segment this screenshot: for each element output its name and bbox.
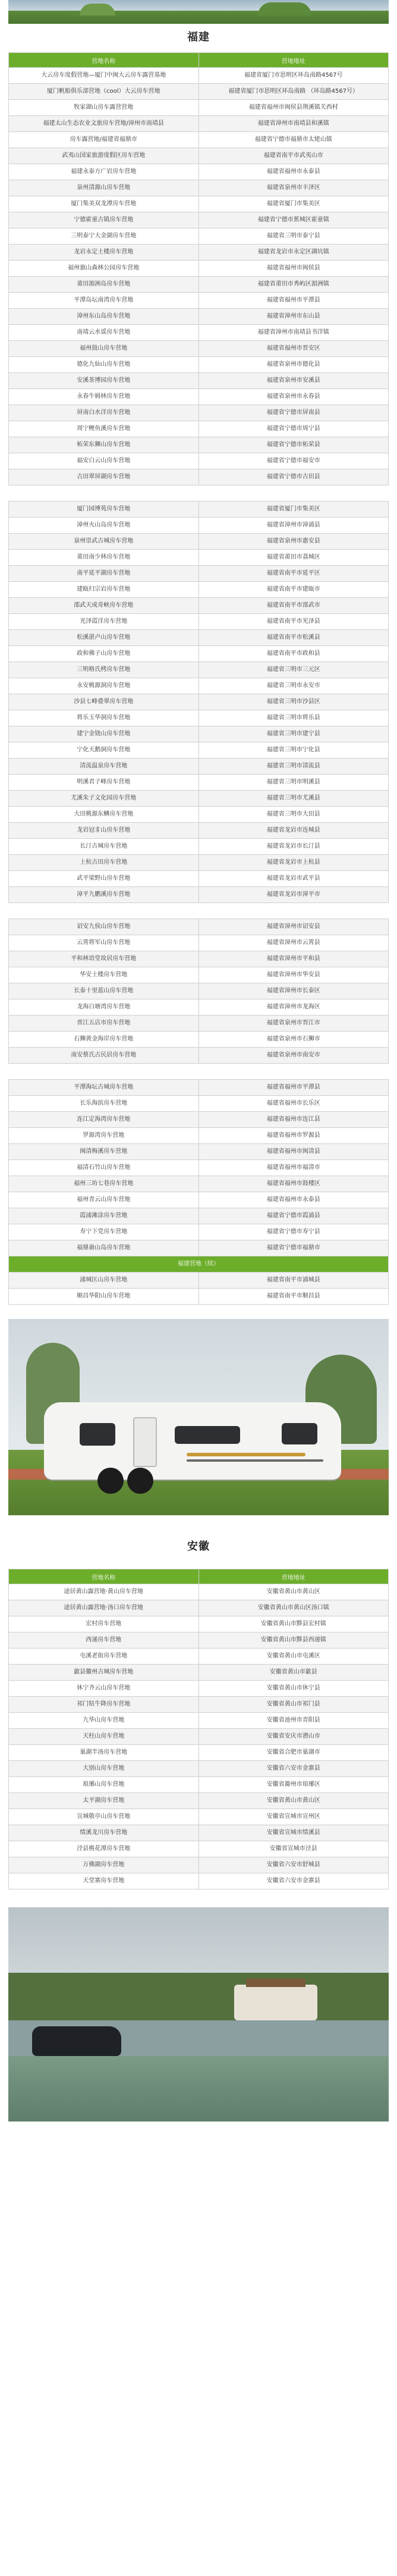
campsite-address: 福建省宁德市霞浦县 — [198, 1208, 389, 1224]
campsite-name: 休宁齐云山房车营地 — [9, 1681, 199, 1697]
campsite-address: 福建省三明市清流县 — [198, 759, 389, 775]
campsite-address: 福建省南平市浦城县 — [198, 1273, 389, 1289]
campsite-address: 福建省三明市将乐县 — [198, 710, 389, 726]
table-row — [9, 1600, 389, 1616]
table-row — [9, 1016, 389, 1032]
table-row — [9, 1273, 389, 1289]
campsite-name: 九华山房车营地 — [9, 1713, 199, 1729]
table-row — [9, 1080, 389, 1096]
table-row — [9, 823, 389, 839]
campsite-name: 福州青云山房车营地 — [9, 1192, 199, 1208]
table-spacer — [9, 485, 389, 502]
table-row — [9, 1176, 389, 1192]
campsite-name: 万佛湖房车营地 — [9, 1857, 199, 1873]
table-subheader — [9, 1256, 389, 1273]
table-row — [9, 1160, 389, 1176]
campsite-name: 福安白云山房车营地 — [9, 453, 199, 469]
campsite-address: 安徽省六安市金寨县 — [198, 1873, 389, 1889]
campsite-name: 平潭海坛古城房车营地 — [9, 1080, 199, 1096]
campsite-address: 福建省三明市明溪县 — [198, 775, 389, 791]
table-row — [9, 261, 389, 277]
table-row — [9, 1761, 389, 1777]
campsite-address: 福建省三明市建宁县 — [198, 726, 389, 742]
campsite-address: 福建省漳州市东山县 — [198, 309, 389, 325]
campsite-name: 周宁鲤鱼溪房车营地 — [9, 421, 199, 437]
campsite-name: 平和林语堂故居房车营地 — [9, 951, 199, 967]
table-row — [9, 614, 389, 630]
section-title-fujian: 福建 — [187, 31, 210, 43]
campsite-address: 福建省厦门市思明区环岛南路4567号 — [198, 68, 389, 84]
campsite-address: 福建省宁德市屏南县 — [198, 405, 389, 421]
campsite-address: 安徽省黄山市歙县 — [198, 1665, 389, 1681]
campsite-address: 安徽省滁州市琅琊区 — [198, 1777, 389, 1793]
campsite-name: 永安桃源洞房车营地 — [9, 678, 199, 694]
campsite-address: 福建省三明市宁化县 — [198, 742, 389, 759]
table-row — [9, 1809, 389, 1825]
table-row — [9, 164, 389, 180]
table-row — [9, 983, 389, 999]
campsite-name: 寿宁下党房车营地 — [9, 1224, 199, 1240]
campsite-address: 福建省泉州市晋江市 — [198, 1016, 389, 1032]
campsite-address: 福建省三明市三元区 — [198, 662, 389, 678]
table-row — [9, 1096, 389, 1112]
table-row — [9, 935, 389, 951]
campsite-name: 三明格氏栲房车营地 — [9, 662, 199, 678]
table-row — [9, 437, 389, 453]
table-row — [9, 1208, 389, 1224]
table-spacer — [9, 1064, 389, 1080]
campsite-name: 浦城匡山房车营地 — [9, 1273, 199, 1289]
table-row — [9, 999, 389, 1016]
campsite-name: 宏村房车营地 — [9, 1616, 199, 1632]
campsite-name: 泉州崇武古城房车营地 — [9, 534, 199, 550]
campsite-address: 福建省泉州市德化县 — [198, 357, 389, 373]
table-row — [9, 1048, 389, 1064]
table-row — [9, 1584, 389, 1600]
table-row — [9, 309, 389, 325]
table-row — [9, 84, 389, 100]
campsite-address: 安徽省宣城市绩溪县 — [198, 1825, 389, 1841]
campsite-address: 福建省宁德市寿宁县 — [198, 1224, 389, 1240]
table-row — [9, 116, 389, 132]
campsite-name: 福建永泰方广岩房车营地 — [9, 164, 199, 180]
table-row — [9, 1289, 389, 1305]
campsite-name: 漳州东山岛房车营地 — [9, 309, 199, 325]
campsite-name: 祁门牯牛降房车营地 — [9, 1697, 199, 1713]
campsite-address: 福建省福州市平潭县 — [198, 1080, 389, 1096]
campsite-name: 莆田南少林房车营地 — [9, 550, 199, 566]
table-row — [9, 550, 389, 566]
campsite-address: 福建省三明市沙县区 — [198, 694, 389, 710]
campsite-address: 福建省龙岩市长汀县 — [198, 839, 389, 855]
campsite-address: 安徽省六安市金寨县 — [198, 1761, 389, 1777]
table-row — [9, 662, 389, 678]
campsite-name: 厦门帆船俱乐部营地（cool）大云房车营地 — [9, 84, 199, 100]
campsite-name: 南平延平湖房车营地 — [9, 566, 199, 582]
campsite-name: 大别山房车营地 — [9, 1761, 199, 1777]
campsite-address: 福建省漳州市漳浦县 — [198, 518, 389, 534]
campsite-name: 西递房车营地 — [9, 1632, 199, 1649]
campsite-address: 福建省南平市建瓯市 — [198, 582, 389, 598]
campsite-address: 福建省龙岩市上杭县 — [198, 855, 389, 871]
table-row — [9, 389, 389, 405]
campsite-address: 福建省宁德市柘荣县 — [198, 437, 389, 453]
table-row — [9, 1665, 389, 1681]
campsite-address: 安徽省安庆市潜山市 — [198, 1729, 389, 1745]
campsite-address: 安徽省黄山市黄山区 — [198, 1793, 389, 1809]
campsite-name: 厦门集美双龙潭房车营地 — [9, 196, 199, 212]
table-row — [9, 678, 389, 694]
table-row — [9, 453, 389, 469]
campsite-name: 清流温泉房车营地 — [9, 759, 199, 775]
table-row — [9, 887, 389, 903]
table-row — [9, 341, 389, 357]
campsite-name: 琅琊山房车营地 — [9, 1777, 199, 1793]
table-row — [9, 1224, 389, 1240]
table-row — [9, 1681, 389, 1697]
campsite-address: 福建省泉州市南安市 — [198, 1048, 389, 1064]
campsite-name: 途居黄山露营地·汤口房车营地 — [9, 1600, 199, 1616]
campsite-name: 宁德霍童古镇房车营地 — [9, 212, 199, 228]
campsite-name: 天堂寨房车营地 — [9, 1873, 199, 1889]
table-row — [9, 1632, 389, 1649]
table-row — [9, 1745, 389, 1761]
table-row — [9, 710, 389, 726]
table-row — [9, 759, 389, 775]
table-row — [9, 148, 389, 164]
table-row — [9, 1825, 389, 1841]
table-row — [9, 807, 389, 823]
campsite-address: 福建省泉州市永春县 — [198, 389, 389, 405]
table-row — [9, 180, 389, 196]
campsite-name: 长汀古城房车营地 — [9, 839, 199, 855]
table-row — [9, 469, 389, 485]
campsite-name: 明溪君子峰房车营地 — [9, 775, 199, 791]
campsite-name: 三明泰宁大金湖房车营地 — [9, 228, 199, 245]
campsite-address: 福建省南平市松溪县 — [198, 630, 389, 646]
campsite-address: 福建省莆田市荔城区 — [198, 550, 389, 566]
table-row — [9, 100, 389, 116]
table-row — [9, 630, 389, 646]
campsite-address: 福建省福州市鼓楼区 — [198, 1176, 389, 1192]
campsite-address: 福建省福州市连江县 — [198, 1112, 389, 1128]
table-row — [9, 951, 389, 967]
table-row — [9, 566, 389, 582]
table-row — [9, 775, 389, 791]
campsite-name: 政和佛子山房车营地 — [9, 646, 199, 662]
campsite-name: 武夷山国家旅游度假区房车营地 — [9, 148, 199, 164]
table-row — [9, 1697, 389, 1713]
table-row — [9, 967, 389, 983]
campsite-address: 福建省漳州市华安县 — [198, 967, 389, 983]
table-row — [9, 68, 389, 84]
column-header-address: 营地地址 — [198, 53, 389, 68]
campsite-address: 福建省泉州市安溪县 — [198, 373, 389, 389]
table-row — [9, 1857, 389, 1873]
campsite-address: 福建省厦门市思明区环岛南路 （环岛路4567号） — [198, 84, 389, 100]
table-row — [9, 1032, 389, 1048]
campsite-name: 大田桃源东鳞房车营地 — [9, 807, 199, 823]
campsite-address: 福建省南平市顺昌县 — [198, 1289, 389, 1305]
campsite-name: 绩溪龙川房车营地 — [9, 1825, 199, 1841]
campsite-name: 古田翠屏湖房车营地 — [9, 469, 199, 485]
campsite-address: 安徽省黄山市黟县宏村镇 — [198, 1616, 389, 1632]
table-row — [9, 791, 389, 807]
campsite-address: 福建省厦门市集美区 — [198, 196, 389, 212]
table-row — [9, 694, 389, 710]
table-row — [9, 518, 389, 534]
campsite-address: 福建省泉州市丰泽区 — [198, 180, 389, 196]
campsite-address: 福建省莆田市秀屿区湄洲镇 — [198, 277, 389, 293]
table-row — [9, 325, 389, 341]
campsite-address: 福建省福州市长乐区 — [198, 1096, 389, 1112]
table-row — [9, 534, 389, 550]
campsite-name: 福鼎嵛山岛房车营地 — [9, 1240, 199, 1256]
campsite-address: 福建省泉州市石狮市 — [198, 1032, 389, 1048]
campsite-name: 云霄将军山房车营地 — [9, 935, 199, 951]
column-header-address: 营地地址 — [198, 1569, 389, 1584]
table-row — [9, 1649, 389, 1665]
campsite-name: 泉州清源山房车营地 — [9, 180, 199, 196]
campsite-name: 尤溪朱子文化园房车营地 — [9, 791, 199, 807]
table-row — [9, 245, 389, 261]
campsite-name: 顺昌华阳山房车营地 — [9, 1289, 199, 1305]
campsite-name: 建宁金铙山房车营地 — [9, 726, 199, 742]
campsite-name: 诏安九侯山房车营地 — [9, 919, 199, 935]
campsite-name: 德化九仙山房车营地 — [9, 357, 199, 373]
campsite-name: 建瓯归宗岩房车营地 — [9, 582, 199, 598]
campsite-address: 福建省福州市永泰县 — [198, 1192, 389, 1208]
campsite-name: 龙岩永定土楼房车营地 — [9, 245, 199, 261]
campsite-name: 途居黄山露营地·黄山房车营地 — [9, 1584, 199, 1600]
campsite-address: 福建省三明市永安市 — [198, 678, 389, 694]
campsite-name: 将乐玉华洞房车营地 — [9, 710, 199, 726]
campsite-name: 房车露营地/福建省福鼎市 — [9, 132, 199, 148]
campsite-name: 福州三坊七巷房车营地 — [9, 1176, 199, 1192]
table-row — [9, 277, 389, 293]
campsite-name: 松溪湛卢山房车营地 — [9, 630, 199, 646]
campsite-address: 福建省三明市大田县 — [198, 807, 389, 823]
table-row — [9, 742, 389, 759]
campsite-address: 福建省漳州市长泰区 — [198, 983, 389, 999]
campsite-name: 牧家湖山房车露营营地 — [9, 100, 199, 116]
campsite-name: 泾县桃花潭房车营地 — [9, 1841, 199, 1857]
campsite-name: 邵武天成奇峡房车营地 — [9, 598, 199, 614]
campsite-address: 安徽省宣城市宣州区 — [198, 1809, 389, 1825]
campsite-address: 安徽省黄山市休宁县 — [198, 1681, 389, 1697]
column-header-name: 营地名称 — [9, 53, 199, 68]
campsite-name: 福州鼓山房车营地 — [9, 341, 199, 357]
campsite-address: 福建省福州市晋安区 — [198, 341, 389, 357]
campsite-name: 连江定海湾房车营地 — [9, 1112, 199, 1128]
campsite-name: 宁化天鹅洞房车营地 — [9, 742, 199, 759]
table-row — [9, 726, 389, 742]
campsite-address: 安徽省池州市青阳县 — [198, 1713, 389, 1729]
table-row — [9, 1729, 389, 1745]
campsite-name: 武平梁野山房车营地 — [9, 871, 199, 887]
table-row — [9, 598, 389, 614]
table-row — [9, 839, 389, 855]
campsite-name: 歙县徽州古城房车营地 — [9, 1665, 199, 1681]
table-row — [9, 357, 389, 373]
campsite-address: 福建省福州市永泰县 — [198, 164, 389, 180]
column-header-name: 营地名称 — [9, 1569, 199, 1584]
table-row — [9, 293, 389, 309]
campsite-address: 安徽省宣城市泾县 — [198, 1841, 389, 1857]
campsite-name: 霞浦滩涂房车营地 — [9, 1208, 199, 1224]
campsite-address: 福建省宁德市福安市 — [198, 453, 389, 469]
campsite-address: 福建省龙岩市连城县 — [198, 823, 389, 839]
campsite-name: 龙海白塘湾房车营地 — [9, 999, 199, 1016]
table-row — [9, 196, 389, 212]
campsite-name: 闽清梅溪房车营地 — [9, 1144, 199, 1160]
campsite-address: 福建省宁德市福鼎市太姥山镇 — [198, 132, 389, 148]
campsite-address: 福建省龙岩市永定区湖坑镇 — [198, 245, 389, 261]
campsite-name: 长泰十里蓝山房车营地 — [9, 983, 199, 999]
campsite-address: 福建省福州市闽侯县 — [198, 261, 389, 277]
campsite-address: 福建省三明市泰宁县 — [198, 228, 389, 245]
campsite-name: 屯溪老街房车营地 — [9, 1649, 199, 1665]
table-row — [9, 212, 389, 228]
table-subheader-label: 福建营地（续） — [9, 1256, 389, 1273]
campsite-address: 福建省漳州市龙海区 — [198, 999, 389, 1016]
bottom-campsite-image — [8, 1907, 389, 2121]
table-spacer — [9, 903, 389, 919]
campsite-name: 天柱山房车营地 — [9, 1729, 199, 1745]
campsite-name: 长乐海滨房车营地 — [9, 1096, 199, 1112]
table-row — [9, 871, 389, 887]
table-row — [9, 582, 389, 598]
campsite-name: 上杭古田房车营地 — [9, 855, 199, 871]
campsite-address: 福建省宁德市福鼎市 — [198, 1240, 389, 1256]
campsite-name: 南安蔡氏古民居房车营地 — [9, 1048, 199, 1064]
table-row — [9, 132, 389, 148]
campsite-address: 福建省龙岩市武平县 — [198, 871, 389, 887]
rv-trailer-image — [8, 1319, 389, 1515]
section-title-anhui: 安徽 — [187, 1540, 210, 1553]
campsite-name: 福建太山生态农业文旅房车营地/漳州市南靖县 — [9, 116, 199, 132]
table-row — [9, 1793, 389, 1809]
campsite-name: 石狮黄金海岸房车营地 — [9, 1032, 199, 1048]
campsite-address: 福建省南平市光泽县 — [198, 614, 389, 630]
table-row — [9, 502, 389, 518]
campsite-name: 晋江五店市房车营地 — [9, 1016, 199, 1032]
campsite-name: 沙县七峰叠翠房车营地 — [9, 694, 199, 710]
campsite-name: 光泽霞洋房车营地 — [9, 614, 199, 630]
campsite-address: 福建省宁德市周宁县 — [198, 421, 389, 437]
table-row — [9, 1616, 389, 1632]
table-row — [9, 1713, 389, 1729]
campsite-address: 福建省厦门市集美区 — [198, 502, 389, 518]
campsite-address: 福建省福州市罗源县 — [198, 1128, 389, 1144]
campsite-address: 福建省南平市延平区 — [198, 566, 389, 582]
campsite-name: 巢湖半汤房车营地 — [9, 1745, 199, 1761]
campsite-name: 平潭岛坛南湾房车营地 — [9, 293, 199, 309]
table-row — [9, 1873, 389, 1889]
campsite-name: 大云房车度假营地—厦门中闽大云房车露营基地 — [9, 68, 199, 84]
campsite-address: 福建省泉州市惠安县 — [198, 534, 389, 550]
campsite-name: 宣城敬亭山房车营地 — [9, 1809, 199, 1825]
table-row — [9, 1144, 389, 1160]
campsite-address: 安徽省黄山市屯溪区 — [198, 1649, 389, 1665]
campsite-address: 安徽省合肥市巢湖市 — [198, 1745, 389, 1761]
campsite-address: 安徽省黄山市黄山区 — [198, 1584, 389, 1600]
campsite-address: 福建省南平市政和县 — [198, 646, 389, 662]
campsite-address: 安徽省黄山市祁门县 — [198, 1697, 389, 1713]
table-row — [9, 1240, 389, 1256]
table-row — [9, 405, 389, 421]
campsite-address: 安徽省黄山市黟县西递镇 — [198, 1632, 389, 1649]
campsite-name: 福州旗山森林公园房车营地 — [9, 261, 199, 277]
table-row — [9, 919, 389, 935]
campsite-address: 福建省漳州市云霄县 — [198, 935, 389, 951]
table-row — [9, 1841, 389, 1857]
campsite-address: 福建省福州市闽清县 — [198, 1144, 389, 1160]
campsite-name: 屏南白水洋房车营地 — [9, 405, 199, 421]
table-row — [9, 855, 389, 871]
campsite-name: 龙岩冠豸山房车营地 — [9, 823, 199, 839]
table-row — [9, 228, 389, 245]
fujian-campsite-table — [8, 52, 389, 1305]
campsite-name: 安溪茶博园房车营地 — [9, 373, 199, 389]
campsite-name: 罗源湾房车营地 — [9, 1128, 199, 1144]
campsite-name: 华安土楼房车营地 — [9, 967, 199, 983]
campsite-address: 福建省三明市尤溪县 — [198, 791, 389, 807]
campsite-address: 福建省福州市福清市 — [198, 1160, 389, 1176]
table-row — [9, 373, 389, 389]
campsite-name: 莆田湄洲岛房车营地 — [9, 277, 199, 293]
table-row — [9, 1777, 389, 1793]
campsite-name: 漳平九鹏溪房车营地 — [9, 887, 199, 903]
table-row — [9, 1128, 389, 1144]
table-row — [9, 1192, 389, 1208]
campsite-name: 福清石竹山房车营地 — [9, 1160, 199, 1176]
campsite-address: 福建省南平市武夷山市 — [198, 148, 389, 164]
campsite-address: 福建省漳州市平和县 — [198, 951, 389, 967]
table-row — [9, 1112, 389, 1128]
campsite-address: 福建省福州市平潭县 — [198, 293, 389, 309]
campsite-name: 太平湖房车营地 — [9, 1793, 199, 1809]
campsite-address: 安徽省黄山市黄山区汤口镇 — [198, 1600, 389, 1616]
campsite-address: 福建省宁德市古田县 — [198, 469, 389, 485]
campsite-address: 福建省宁德市蕉城区霍童镇 — [198, 212, 389, 228]
anhui-campsite-table — [8, 1569, 389, 1889]
campsite-address: 福建省福州市闽侯县荆溪镇关西村 — [198, 100, 389, 116]
campsite-name: 柘荣东狮山房车营地 — [9, 437, 199, 453]
campsite-address: 福建省漳州市南靖县书洋镇 — [198, 325, 389, 341]
campsite-name: 漳州火山岛房车营地 — [9, 518, 199, 534]
table-row — [9, 646, 389, 662]
campsite-address: 福建省漳州市南靖县和溪镇 — [198, 116, 389, 132]
campsite-name: 永春牛姆林房车营地 — [9, 389, 199, 405]
campsite-address: 安徽省六安市舒城县 — [198, 1857, 389, 1873]
campsite-address: 福建省南平市邵武市 — [198, 598, 389, 614]
top-landscape-image — [8, 0, 389, 24]
campsite-name: 南靖云水谣房车营地 — [9, 325, 199, 341]
table-row — [9, 421, 389, 437]
campsite-address: 福建省漳州市诏安县 — [198, 919, 389, 935]
campsite-name: 厦门园博苑房车营地 — [9, 502, 199, 518]
campsite-address: 福建省龙岩市漳平市 — [198, 887, 389, 903]
